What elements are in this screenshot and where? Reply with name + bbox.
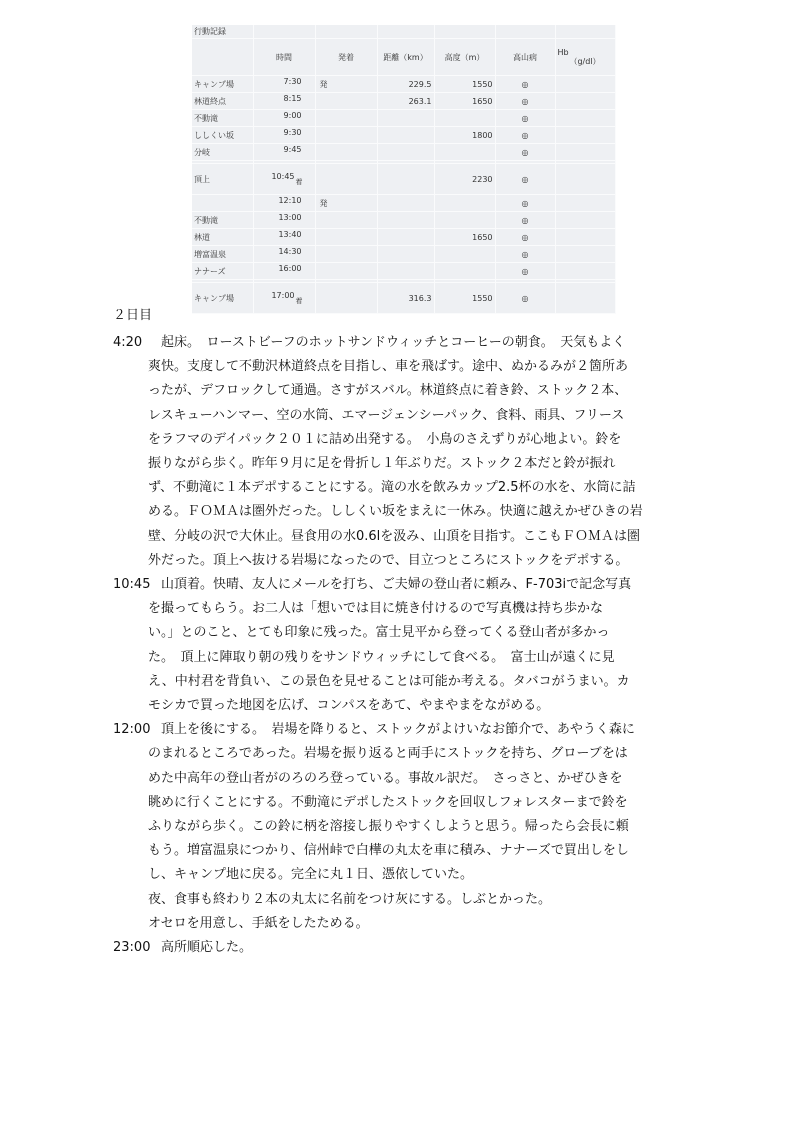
entry-line: 頂上を後にする。 岩場を降りると、ストックがよけいなお節介で、あやうく森に: [161, 722, 635, 738]
cell-altitude: 1650: [434, 229, 495, 246]
header-distance: 距離（km）: [377, 39, 434, 76]
diary-entry: [113, 331, 683, 573]
cell-ams: ◎: [495, 263, 555, 280]
entry-line: 爽快。支度して不動沢林道終点を目指し、車を飛ばす。途中、ぬかるみが２箇所あ: [148, 359, 628, 375]
entry-line: し、キャンプ地に戻る。完全に丸１日、憑依していた。: [148, 867, 474, 883]
cell-depart: [315, 229, 377, 246]
entry-line: モシカで買った地図を広げ、コンパスをあて、やまやまをながめる。: [148, 698, 550, 714]
cell-altitude: 2230: [434, 164, 495, 195]
table-row: [192, 76, 615, 93]
cell-altitude: [434, 246, 495, 263]
cell-hb: [555, 283, 615, 314]
cell-altitude: [434, 195, 495, 212]
entry-line: え、中村君を背負い、この景色を見せることは可能か考える。タバコがうまい。カ: [148, 673, 630, 689]
entry-line: ふりながら歩く。この鈴に柄を溶接し振りやすくしようと思う。帰ったら会長に頼: [148, 819, 629, 835]
cell-ams: ◎: [495, 229, 555, 246]
entry-line: ったが、デフロックして通過。さすがスバル。林道終点に着き鈴、ストック２本、: [148, 383, 628, 399]
cell-altitude: [434, 263, 495, 280]
cell-altitude: [434, 110, 495, 127]
cell-depart: [315, 127, 377, 144]
entry-line: めた中高年の登山者がのろのろ登っている。事故ル訳だ。 さっさと、かぜひきを: [148, 770, 623, 786]
entry-line: 壁、分岐の沢で大休止。昼食用の水0.6lを汲み、山頂を目指す。ここもＦＯＭＡは圏: [148, 528, 641, 544]
cell-hb: [555, 144, 615, 161]
cell-ams: ◎: [495, 212, 555, 229]
entry-line: 外だった。頂上へ抜ける岩場になったので、目立つところにストックをデポする。: [148, 552, 629, 568]
entry-line: める。ＦＯＭＡは圏外だった。ししくい坂をまえに一休み。快適に越えかぜひきの岩: [148, 504, 643, 520]
cell-distance: [377, 263, 434, 280]
table-title-row: [192, 25, 615, 39]
table-row: [192, 93, 615, 110]
cell-altitude: [434, 144, 495, 161]
cell-time-value: 8:15: [283, 94, 302, 103]
cell-time-value: 13:00: [278, 213, 302, 222]
table-row: [192, 212, 615, 229]
header-ams: 高山病: [495, 39, 555, 76]
diary-entry: [113, 936, 683, 960]
cell-time-value: 14:30: [278, 247, 302, 256]
cell-ams: ◎: [495, 195, 555, 212]
cell-time: [253, 195, 315, 212]
cell-distance: 316.3: [377, 283, 434, 314]
header-hb: [555, 39, 615, 76]
entry-line: 眺めに行くことにする。不動滝にデポしたストックを回収しフォレスターまで鈴を: [148, 794, 628, 810]
entry-line: ず、不動滝に１本デポすることにする。滝の水を飲みカップ2.5杯の水を、水筒に詰: [148, 480, 636, 496]
cell-place: 増富温泉: [192, 246, 253, 263]
table-row: [192, 283, 615, 314]
cell-hb: [555, 246, 615, 263]
cell-arrival-mark: 着: [295, 296, 303, 305]
entry-time: 23:00: [113, 940, 151, 956]
entry-line: を撮ってもらう。お二人は「想いでは目に焼き付けるので写真機は持ち歩かな: [148, 601, 604, 617]
cell-distance: [377, 229, 434, 246]
cell-depart: 発: [315, 76, 377, 93]
table-row: [192, 164, 615, 195]
entry-line: た。 頂上に陣取り朝の残りをサンドウィッチにして食べる。 富士山が遠くに見: [148, 649, 615, 665]
cell-hb: [555, 127, 615, 144]
cell-place: ししくい坂: [192, 127, 253, 144]
cell-time: [253, 229, 315, 246]
entry-line: 振りながら歩く。昨年９月に足を骨折し１年ぶりだ。ストック２本だと鈴が振れ: [148, 456, 616, 472]
entry-line: レスキューハンマー、空の水筒、エマージェンシーパック、食料、雨具、フリース: [148, 407, 625, 423]
cell-hb: [555, 212, 615, 229]
table-row: [192, 110, 615, 127]
cell-place: ナナーズ: [192, 263, 253, 280]
cell-distance: [377, 164, 434, 195]
cell-place: 林道: [192, 229, 253, 246]
cell-distance: [377, 212, 434, 229]
cell-depart: [315, 263, 377, 280]
cell-ams: ◎: [495, 283, 555, 314]
cell-depart: [315, 93, 377, 110]
cell-place: 頂上: [192, 164, 253, 195]
table-row: [192, 263, 615, 280]
cell-time: [253, 144, 315, 161]
cell-time: [253, 164, 315, 195]
table-row: [192, 246, 615, 263]
entry-line: のまれるところであった。岩場を振り返ると両手にストックを持ち、グローブをは: [148, 746, 628, 762]
header-hb-line1: Hb: [557, 48, 569, 57]
entry-line: をラフマのデイパック２０１に詰め出発する。 小鳥のさえずりが心地よい。鈴を: [148, 431, 622, 447]
cell-time: [253, 212, 315, 229]
entry-line: 高所順応した。: [161, 940, 253, 956]
cell-time: [253, 263, 315, 280]
cell-hb: [555, 195, 615, 212]
entry-line: 夜、食事も終わり２本の丸太に名前をつけ灰にする。しぶとかった。: [148, 891, 552, 907]
activity-log-body: [192, 25, 615, 314]
table-row: [192, 127, 615, 144]
cell-ams: ◎: [495, 246, 555, 263]
cell-distance: 229.5: [377, 76, 434, 93]
cell-distance: [377, 195, 434, 212]
cell-time-value: 9:45: [283, 145, 302, 154]
cell-time-value: 9:00: [283, 111, 302, 120]
table-title: 行動記録: [192, 25, 253, 39]
cell-depart: [315, 246, 377, 263]
diary-entry: [113, 718, 683, 936]
table-row: [192, 229, 615, 246]
cell-time-value: 7:30: [283, 77, 302, 86]
cell-ams: ◎: [495, 164, 555, 195]
diary-narrative: [113, 331, 683, 960]
entry-line: 山頂着。快晴、友人にメールを打ち、ご夫婦の登山者に頼み、F-703iで記念写真: [161, 577, 632, 593]
cell-depart: [315, 212, 377, 229]
cell-hb: [555, 93, 615, 110]
entry-time: 12:00: [113, 722, 151, 738]
table-row: [192, 195, 615, 212]
cell-distance: [377, 144, 434, 161]
cell-place: 林道終点: [192, 93, 253, 110]
cell-altitude: 1550: [434, 283, 495, 314]
cell-time: [253, 110, 315, 127]
cell-hb: [555, 263, 615, 280]
cell-distance: 263.1: [377, 93, 434, 110]
cell-depart: [315, 164, 377, 195]
cell-distance: [377, 246, 434, 263]
cell-ams: ◎: [495, 93, 555, 110]
cell-place: [192, 195, 253, 212]
cell-time-value: 9:30: [283, 128, 302, 137]
cell-ams: ◎: [495, 127, 555, 144]
cell-place: キャンプ場: [192, 76, 253, 93]
header-hb-line2: （g/dl）: [569, 57, 601, 66]
entry-line: 起床。 ローストビーフのホットサンドウィッチとコーヒーの朝食。 天気もよく: [161, 335, 626, 350]
cell-time: [253, 127, 315, 144]
cell-altitude: 1650: [434, 93, 495, 110]
cell-ams: ◎: [495, 144, 555, 161]
cell-place: 分岐: [192, 144, 253, 161]
cell-distance: [377, 127, 434, 144]
day-heading: ２日目: [113, 308, 153, 323]
entry-time: 10:45: [113, 577, 151, 593]
diary-entry: [113, 573, 683, 718]
cell-depart: [315, 110, 377, 127]
header-time: 時間: [253, 39, 315, 76]
entry-line: い。」とのこと、とても印象に残った。富士見平から登ってくる登山者が多かっ: [148, 625, 610, 641]
cell-distance: [377, 110, 434, 127]
cell-place: キャンプ場: [192, 283, 253, 314]
cell-time: [253, 76, 315, 93]
cell-arrival-mark: 着: [295, 177, 303, 186]
cell-time-value: 17:00: [271, 290, 295, 300]
table-row: [192, 144, 615, 161]
cell-altitude: [434, 212, 495, 229]
activity-log-table: [192, 25, 616, 314]
cell-hb: [555, 164, 615, 195]
cell-depart: [315, 144, 377, 161]
header-depart: 発着: [315, 39, 377, 76]
cell-hb: [555, 76, 615, 93]
cell-hb: [555, 229, 615, 246]
cell-time-value: 16:00: [278, 264, 302, 273]
cell-time-value: 12:10: [278, 196, 302, 205]
cell-time: [253, 283, 315, 314]
cell-ams: ◎: [495, 110, 555, 127]
cell-altitude: 1550: [434, 76, 495, 93]
table-header-row: [192, 39, 615, 76]
entry-line: もう。増富温泉につかり、信州峠で白樺の丸太を車に積み、ナナーズで買出しをし: [148, 843, 629, 859]
cell-time-value: 13:40: [278, 230, 302, 239]
header-altitude: 高度（m）: [434, 39, 495, 76]
cell-depart: 発: [315, 195, 377, 212]
cell-time-value: 10:45: [271, 171, 295, 181]
cell-depart: [315, 283, 377, 314]
cell-hb: [555, 110, 615, 127]
cell-time: [253, 93, 315, 110]
cell-altitude: 1800: [434, 127, 495, 144]
cell-ams: ◎: [495, 76, 555, 93]
entry-time: 4:20: [113, 335, 143, 350]
cell-place: 不動滝: [192, 212, 253, 229]
cell-place: 不動滝: [192, 110, 253, 127]
cell-time: [253, 246, 315, 263]
entry-line: オセロを用意し、手紙をしたためる。: [148, 915, 369, 931]
